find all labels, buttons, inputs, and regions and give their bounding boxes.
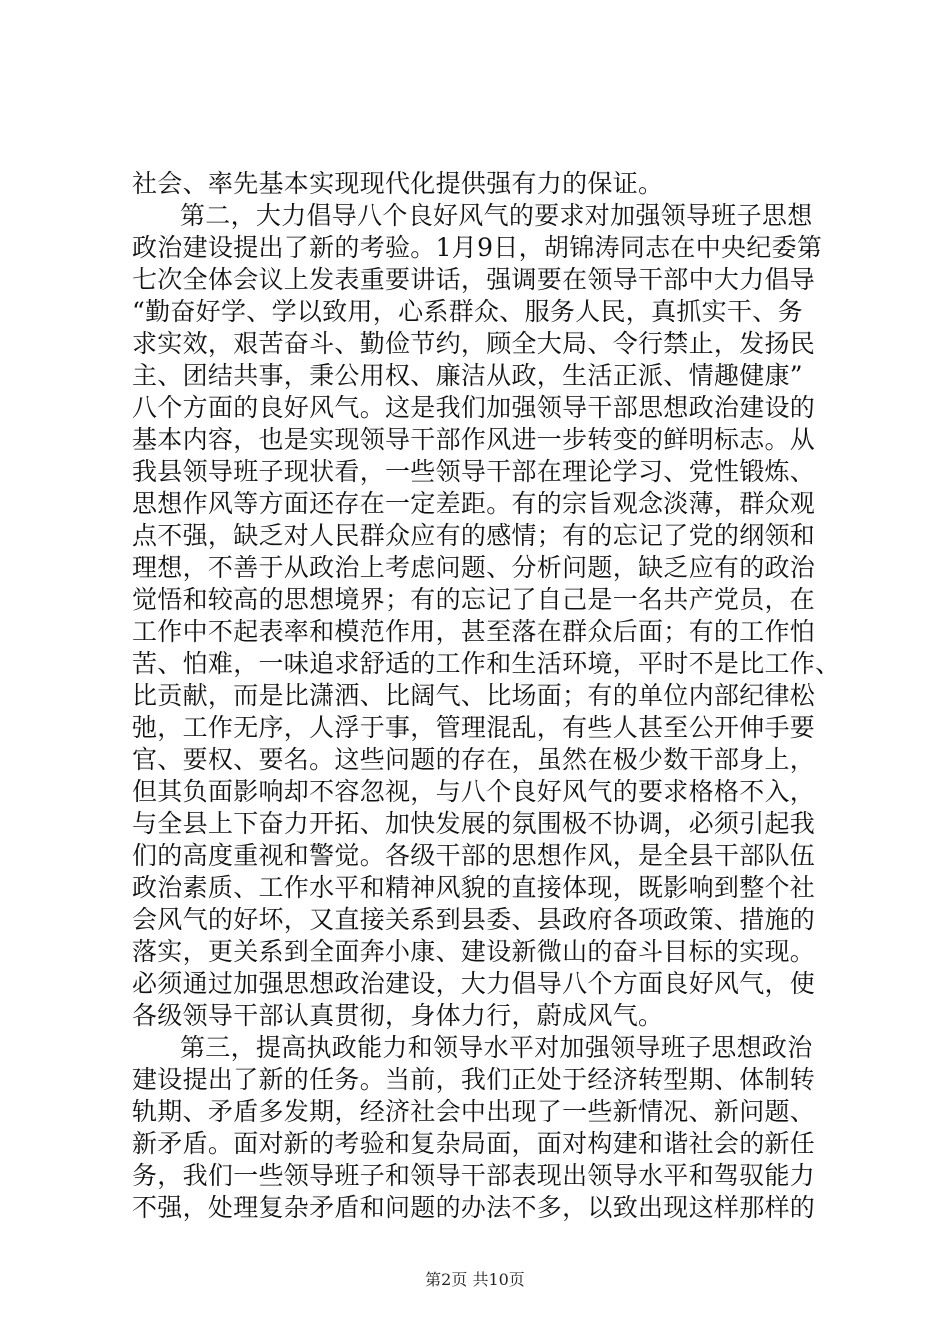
document-body <box>132 168 841 1224</box>
text-line: 八个方面的良好风气。这是我们加强领导干部思想政治建设的 <box>132 393 816 422</box>
text-line: 主、团结共事，秉公用权、廉洁从政，生活正派、情趣健康” <box>132 361 803 390</box>
text-line: 基本内容，也是实现领导干部作风进一步转变的鲜明标志。从 <box>132 425 816 454</box>
text-line: “勤奋好学、学以致用，心系群众、服务人民，真抓实干、务 <box>132 297 803 326</box>
text-line: 社会、率先基本实现现代化提供强有力的保证。 <box>132 169 664 198</box>
text-line: 理想，不善于从政治上考虑问题、分析问题，缺乏应有的政治 <box>132 553 816 582</box>
text-line: 政治素质、工作水平和精神风貌的直接体现，既影响到整个社 <box>132 873 816 902</box>
text-line: 会风气的好坏，又直接关系到县委、县政府各项政策、措施的 <box>132 905 816 934</box>
text-line: 第三，提高执政能力和领导水平对加强领导班子思想政治 <box>180 1033 813 1062</box>
text-line: 求实效，艰苦奋斗、勤俭节约，顾全大局、令行禁止，发扬民 <box>132 329 816 358</box>
text-line: 轨期、矛盾多发期，经济社会中出现了一些新情况、新问题、 <box>132 1097 816 1126</box>
text-line: 觉悟和较高的思想境界；有的忘记了自己是一名共产党员，在 <box>132 585 816 614</box>
text-line: 各级领导干部认真贯彻，身体力行，蔚成风气。 <box>132 1001 664 1030</box>
text-line: 官、要权、要名。这些问题的存在，虽然在极少数干部身上， <box>132 745 816 774</box>
text-line: 七次全体会议上发表重要讲话，强调要在领导干部中大力倡导 <box>132 265 816 294</box>
text-line: 不强，处理复杂矛盾和问题的办法不多，以致出现这样那样的 <box>132 1193 816 1222</box>
text-line: 但其负面影响却不容忽视，与八个良好风气的要求格格不入， <box>132 777 816 806</box>
text-line: 新矛盾。面对新的考验和复杂局面，面对构建和谐社会的新任 <box>132 1129 816 1158</box>
text-line: 建设提出了新的任务。当前，我们正处于经济转型期、体制转 <box>132 1065 816 1094</box>
text-line: 政治建设提出了新的考验。1月9日，胡锦涛同志在中央纪委第 <box>132 233 823 262</box>
text-line: 苦、怕难，一味追求舒适的工作和生活环境，平时不是比工作、 <box>132 649 841 678</box>
text-line: 务，我们一些领导班子和领导干部表现出领导水平和驾驭能力 <box>132 1161 816 1190</box>
text-line: 必须通过加强思想政治建设，大力倡导八个方面良好风气，使 <box>132 969 816 998</box>
page-number-footer: 第2页 共10页 <box>425 1270 525 1289</box>
text-line: 比贡献，而是比潇洒、比阔气、比场面；有的单位内部纪律松 <box>132 681 816 710</box>
text-line: 点不强，缺乏对人民群众应有的感情；有的忘记了党的纲领和 <box>132 521 816 550</box>
text-line: 们的高度重视和警觉。各级干部的思想作风，是全县干部队伍 <box>132 841 816 870</box>
text-line: 落实，更关系到全面奔小康、建设新微山的奋斗目标的实现。 <box>132 937 816 966</box>
text-line: 弛，工作无序，人浮于事，管理混乱，有些人甚至公开伸手要 <box>132 713 816 742</box>
text-line: 第二，大力倡导八个良好风气的要求对加强领导班子思想 <box>180 201 813 230</box>
text-line: 思想作风等方面还存在一定差距。有的宗旨观念淡薄，群众观 <box>132 489 816 518</box>
text-line: 与全县上下奋力开拓、加快发展的氛围极不协调，必须引起我 <box>132 809 816 838</box>
text-line: 我县领导班子现状看，一些领导干部在理论学习、党性锻炼、 <box>132 457 816 486</box>
text-line: 工作中不起表率和模范作用，甚至落在群众后面；有的工作怕 <box>132 617 816 646</box>
